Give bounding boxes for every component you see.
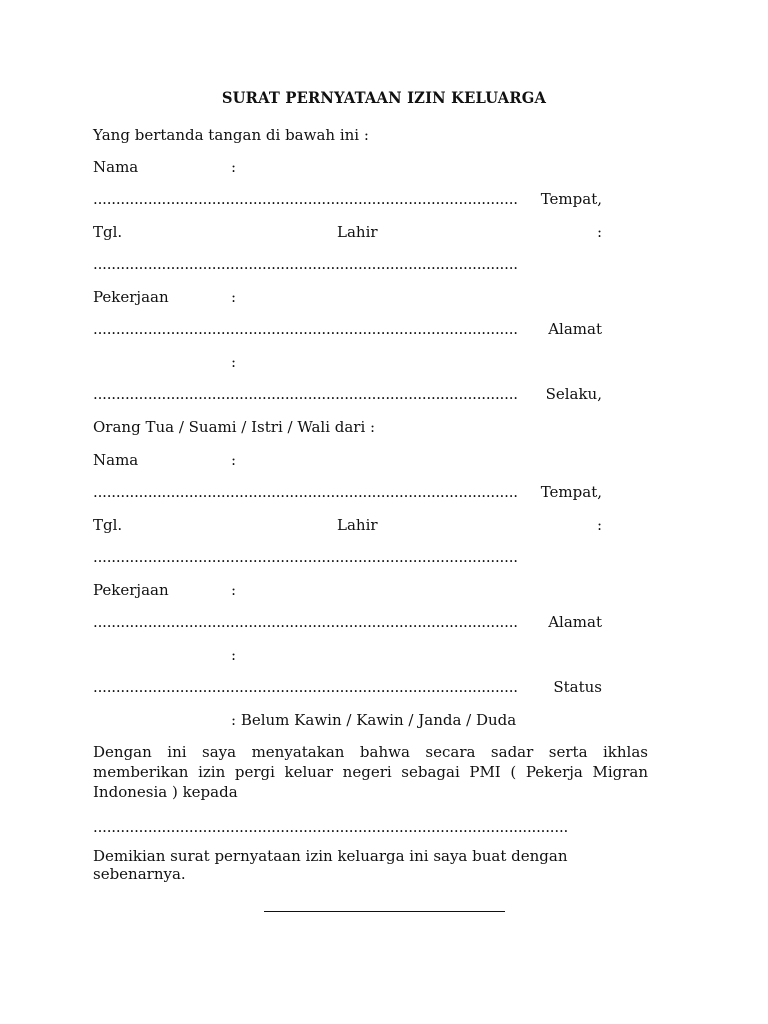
alamat-colon-2: : [231,646,237,664]
ttl-dots-2: ............................................................................................. [93,548,518,566]
tempat-label-2: Tempat, [540,483,602,501]
alamat-colon-1: : [231,353,237,371]
selaku-label: Selaku, [545,385,602,403]
intro-text: Yang bertanda tangan di bawah ini : [93,126,369,144]
lahir-colon-1: : [596,223,602,241]
pekerjaan-colon-2: : [231,581,237,599]
tgl-label-1: Tgl. [93,223,123,241]
pekerjaan-dots-1: ............................................................................................. [93,320,518,338]
pekerjaan-label-2: Pekerjaan [93,581,169,599]
alamat-label-2: Alamat [548,613,602,631]
alamat-dots-2: ............................................................................................. [93,678,518,696]
status-label: Status [553,678,602,696]
status-options: : Belum Kawin / Kawin / Janda / Duda [231,711,517,729]
pekerjaan-colon-1: : [231,288,237,306]
alamat-dots-1: ............................................................................................. [93,385,518,403]
alamat-label-1: Alamat [548,320,602,338]
tgl-label-2: Tgl. [93,516,123,534]
lahir-label-2: Lahir [337,516,378,534]
nama-dots-1: ............................................................................................. [93,190,518,208]
statement-paragraph: Dengan ini saya menyatakan bahwa secara sadar serta ikhlas memberikan izin pergi keluar negeri sebagai PMI ( Pekerja Migran Indonesia ) kepada [93,743,648,801]
ttl-dots-1: ............................................................................................. [93,255,518,273]
nama-colon-1: : [231,158,237,176]
nama-colon-2: : [231,451,237,469]
recipient-dots: ........................................................................................................ [93,818,569,836]
signature-line [264,911,505,912]
nama-dots-2: ............................................................................................. [93,483,518,501]
document-title: SURAT PERNYATAAN IZIN KELUARGA [221,88,547,107]
pekerjaan-dots-2: ............................................................................................. [93,613,518,631]
closing-paragraph: Demikian surat pernyataan izin keluarga ini saya buat dengan sebenarnya. [93,847,568,883]
relation-line: Orang Tua / Suami / Istri / Wali dari : [93,418,376,436]
lahir-colon-2: : [596,516,602,534]
lahir-label-1: Lahir [337,223,378,241]
nama-label-1: Nama [93,158,139,176]
pekerjaan-label-1: Pekerjaan [93,288,169,306]
nama-label-2: Nama [93,451,139,469]
tempat-label-1: Tempat, [540,190,602,208]
